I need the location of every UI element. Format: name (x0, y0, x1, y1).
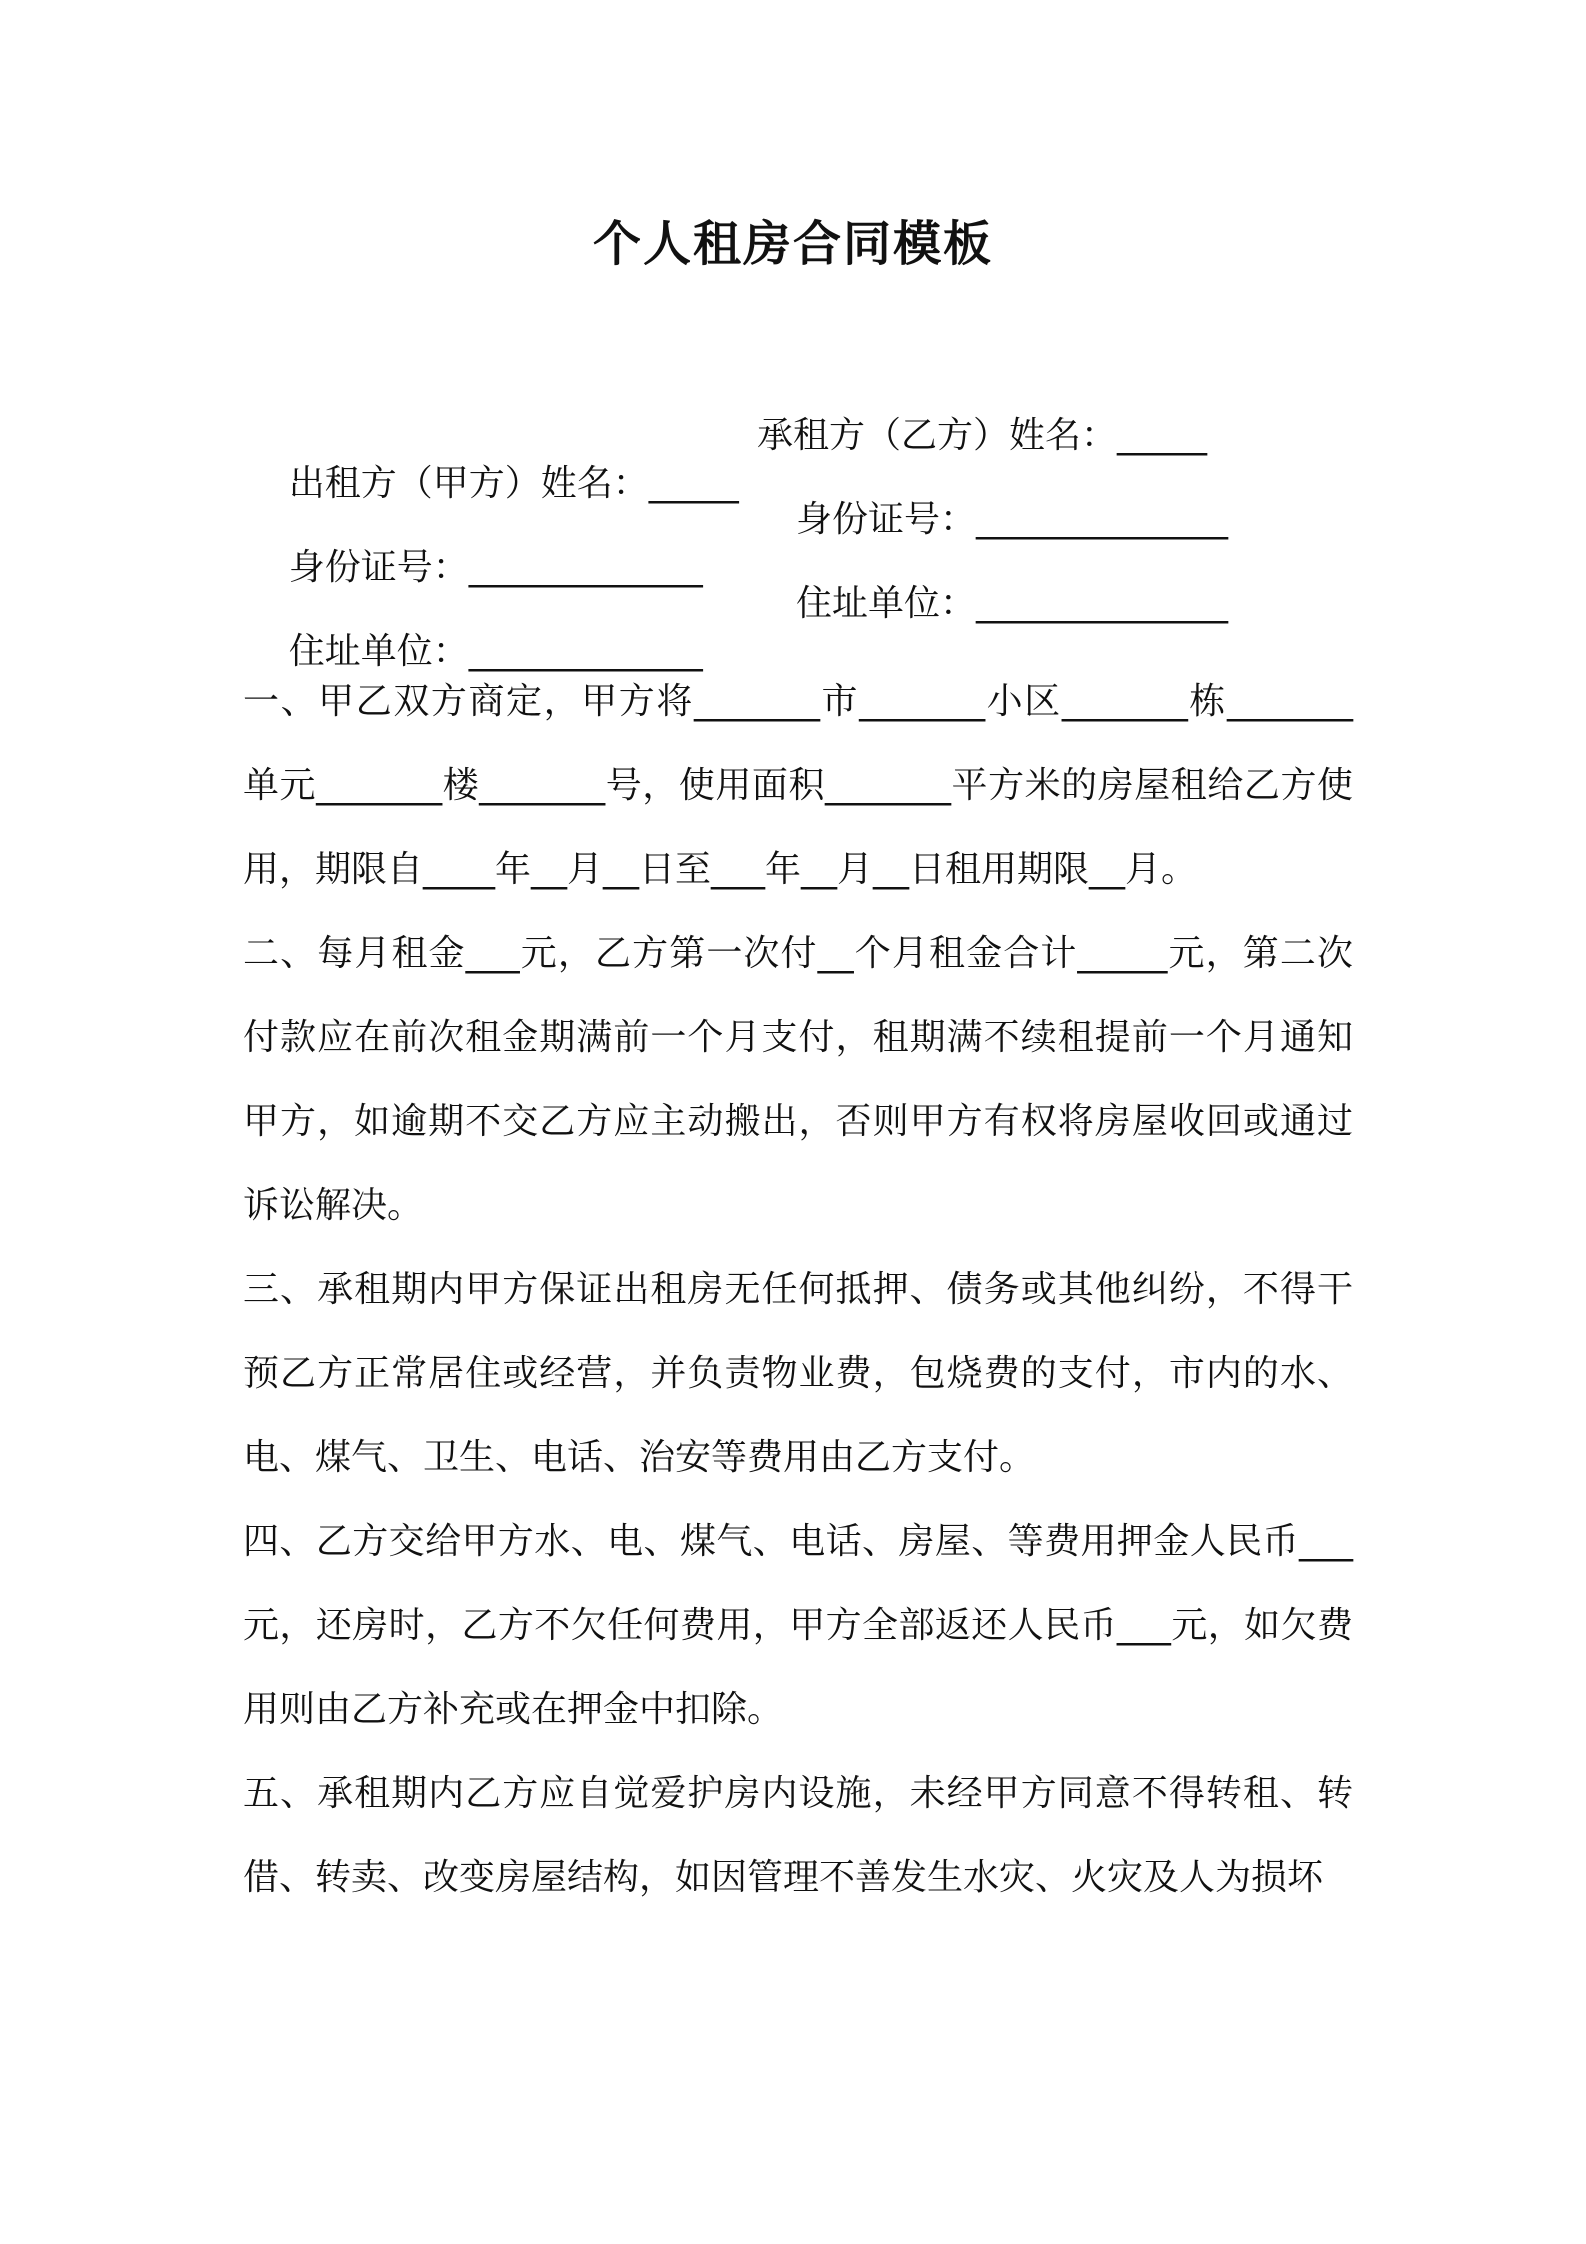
lessor-name-field: 出租方（甲方）姓名：_____ (288, 463, 739, 504)
clause-1: 一、甲乙双方商定，甲方将_______市_______小区_______栋_______单元_______楼_______号，使用面积_______平方米的房屋租给乙方使用，期限自____年__月__日至___年__月__日租用期限__月。 (243, 681, 1353, 890)
lessee-address-field: 住址单位：______________ (796, 583, 1229, 624)
clause-3: 三、承租期内甲方保证出租房无任何抵押、债务或其他纠纷，不得干预乙方正常居住或经营，并负责物业费，包烧费的支付，市内的水、电、煤气、卫生、电话、治安等费用由乙方支付。 (243, 1269, 1353, 1478)
document-title: 个人租房合同模板 (592, 216, 993, 272)
clause-5: 五、承租期内乙方应自觉爱护房内设施，未经甲方同意不得转租、转借、转卖、改变房屋结构，如因管理不善发生水灾、火灾及人为损坏 (243, 1773, 1353, 1898)
lessee-name-field: 承租方（乙方）姓名：_____ (757, 415, 1208, 456)
contract-body (243, 660, 1353, 1920)
clause-4: 四、乙方交给甲方水、电、煤气、电话、房屋、等费用押金人民币___元，还房时，乙方不欠任何费用，甲方全部返还人民币___元，如欠费用则由乙方补充或在押金中扣除。 (243, 1521, 1353, 1730)
clause-2: 二、每月租金___元，乙方第一次付__个月租金合计_____元，第二次付款应在前次租金期满前一个月支付，租期满不续租提前一个月通知甲方，如逾期不交乙方应主动搬出，否则甲方有权将房屋收回或通过诉讼解决。 (243, 933, 1353, 1226)
lessee-id-field: 身份证号：______________ (796, 499, 1229, 540)
lessor-id-field: 身份证号：_____________ (288, 547, 703, 588)
lessor-address-field: 住址单位：_____________ (288, 631, 703, 672)
